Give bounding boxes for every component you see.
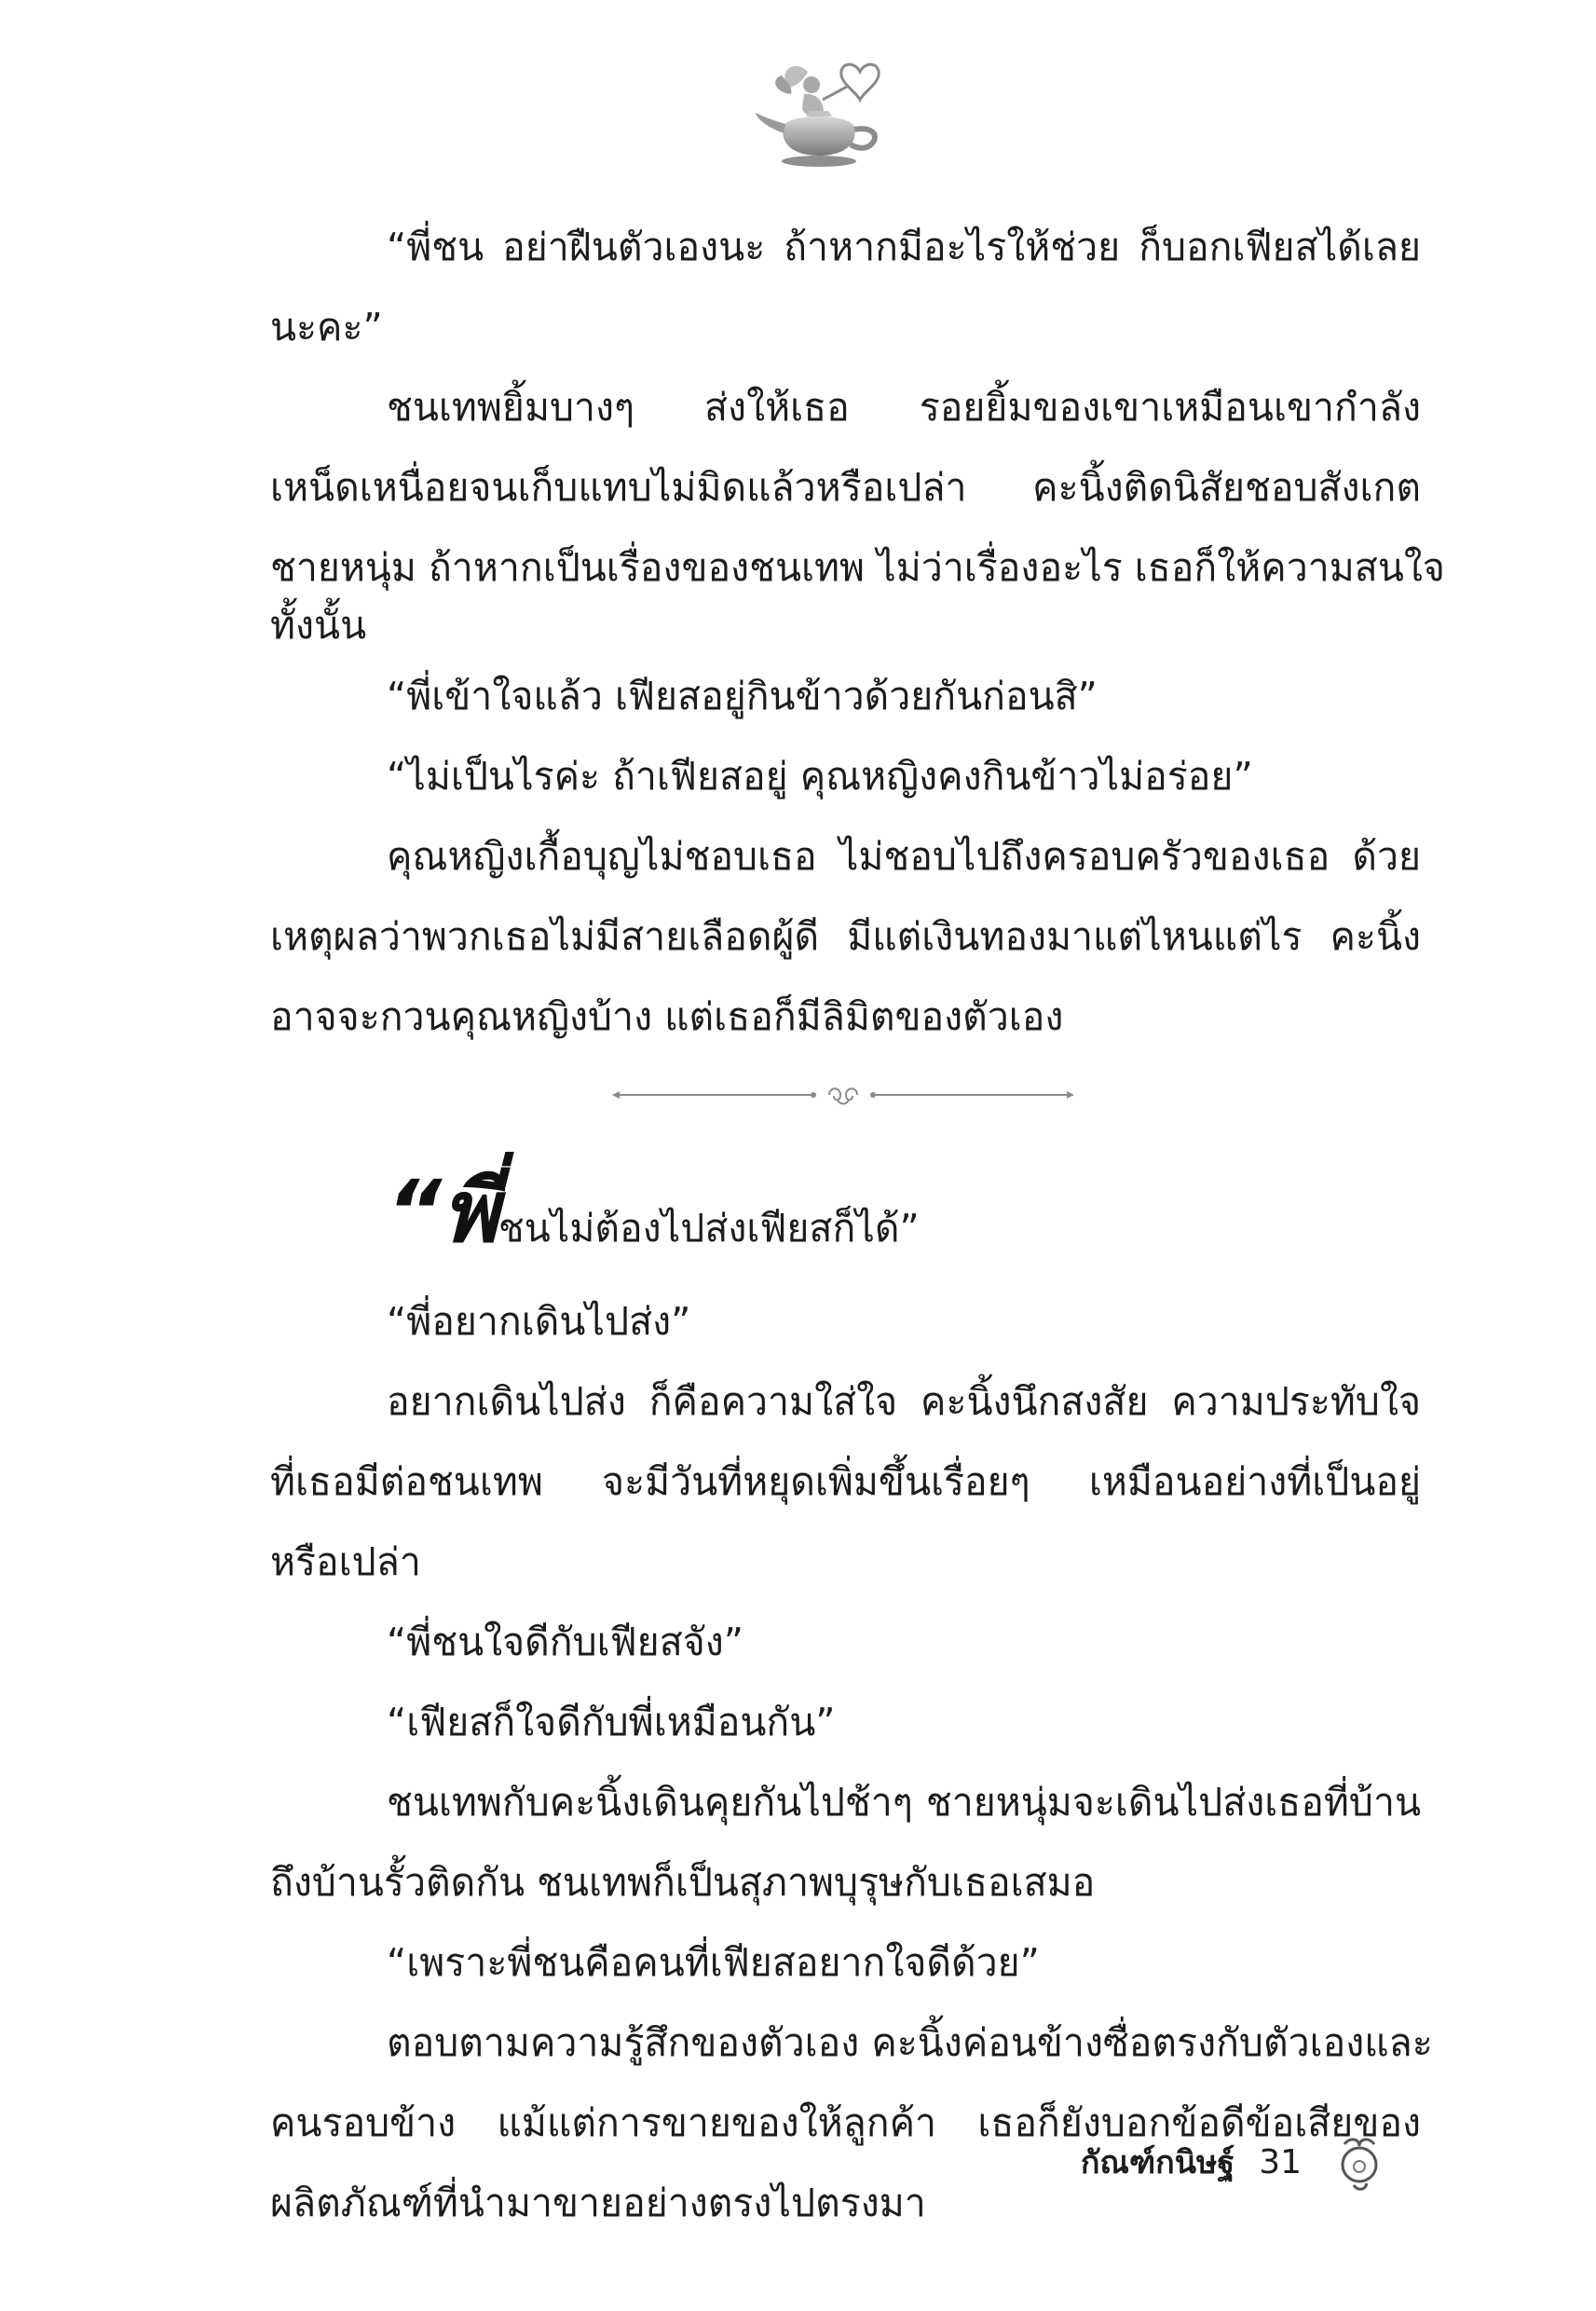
chapter-opening-line — [270, 1162, 1421, 1281]
text-line: ตอบตามความรู้สึกของตัวเอง คะนิ้งค่อนข้างซื่อตรงกับตัวเองและ — [387, 2020, 1433, 2065]
text-line: ชนเทพกับคะนิ้งเดินคุยกันไปช้าๆ ชายหนุ่มจะเดินไปส่งเธอที่บ้าน — [387, 1780, 1421, 1825]
angel-teapot-icon — [750, 51, 908, 177]
flourish-divider-icon — [610, 1081, 1076, 1109]
drop-cap: “พี่ — [387, 1162, 498, 1262]
text-line: ชายหนุ่ม ถ้าหากเป็นเรื่องของชนเทพ ไม่ว่าเรื่องอะไร เธอก็ให้ความสนใจ — [270, 545, 1445, 590]
text-line: หรือเปล่า — [270, 1539, 421, 1584]
text-line: “ไม่เป็นไรค่ะ ถ้าเฟียสอยู่ คุณหญิงคงกินข้าวไม่อร่อย” — [387, 754, 1253, 799]
section-2-text — [270, 1162, 1433, 2243]
text-line: อาจจะกวนคุณหญิงบ้าง แต่เธอก็มีลิมิตของตัวเอง — [270, 994, 1064, 1039]
text-line: เหตุผลว่าพวกเธอไม่มีสายเลือดผู้ดี มีแต่เงินทองมาแต่ไหนแต่ไร คะนิ้ง — [270, 914, 1421, 959]
text-line: ถึงบ้านรั้วติดกัน ชนเทพก็เป็นสุภาพบุรุษกับเธอเสมอ — [270, 1860, 1096, 1905]
text-line: นะคะ” — [270, 305, 383, 349]
text-line: ผลิตภัณฑ์ที่นำมาขายอย่างตรงไปตรงมา — [270, 2181, 926, 2225]
text-line: คนรอบข้าง แม้แต่การขายของให้ลูกค้า เธอก็ยังบอกข้อดีข้อเสียของ — [270, 2100, 1421, 2145]
text-line: “พี่อยากเดินไปส่ง” — [387, 1299, 691, 1344]
text-line: “เฟียสก็ใจดีกับพี่เหมือนกัน” — [387, 1700, 836, 1744]
text-line: “พี่ชนใจดีกับเฟียสจัง” — [387, 1620, 744, 1664]
text-line: อยากเดินไปส่ง ก็คือความใส่ใจ คะนิ้งนึกสงสัย ความประทับใจ — [387, 1379, 1421, 1424]
text-line: “เพราะพี่ชนคือคนที่เฟียสอยากใจดีด้วย” — [387, 1940, 1040, 1985]
text-line: “พี่ชน อย่าฝืนตัวเองนะ ถ้าหากมีอะไรให้ช่วย ก็บอกเฟียสได้เลย — [387, 225, 1421, 269]
text-line: ชนเทพยิ้มบางๆ ส่งให้เธอ รอยยิ้มของเขาเหมือนเขากำลัง — [387, 385, 1421, 430]
text-line: “พี่เข้าใจแล้ว เฟียสอยู่กินข้าวด้วยกันก่อนสิ” — [387, 674, 1098, 718]
page-number: 31 — [1259, 2142, 1302, 2181]
text-line: ที่เธอมีต่อชนเทพ จะมีวันที่หยุดเพิ่มขึ้นเรื่อยๆ เหมือนอย่างที่เป็นอยู่ — [270, 1459, 1421, 1504]
text-line: เหน็ดเหนื่อยจนเก็บแทบไม่มิดแล้วหรือเปล่า คะนิ้งติดนิสัยชอบสังเกต — [270, 465, 1421, 510]
opening-line-text: ชนไม่ต้องไปส่งเฟียสก็ได้” — [498, 1206, 920, 1251]
text-line: คุณหญิงเกื้อบุญไม่ชอบเธอ ไม่ชอบไปถึงครอบครัวของเธอ ด้วย — [387, 834, 1421, 879]
ring-flourish-icon — [1326, 2129, 1391, 2195]
text-line: ทั้งนั้น — [270, 603, 367, 648]
author-name: กัณฑ์กนิษฐ์ — [1080, 2144, 1235, 2181]
page-footer — [1081, 2134, 1391, 2190]
section-1-text — [270, 207, 1445, 1057]
